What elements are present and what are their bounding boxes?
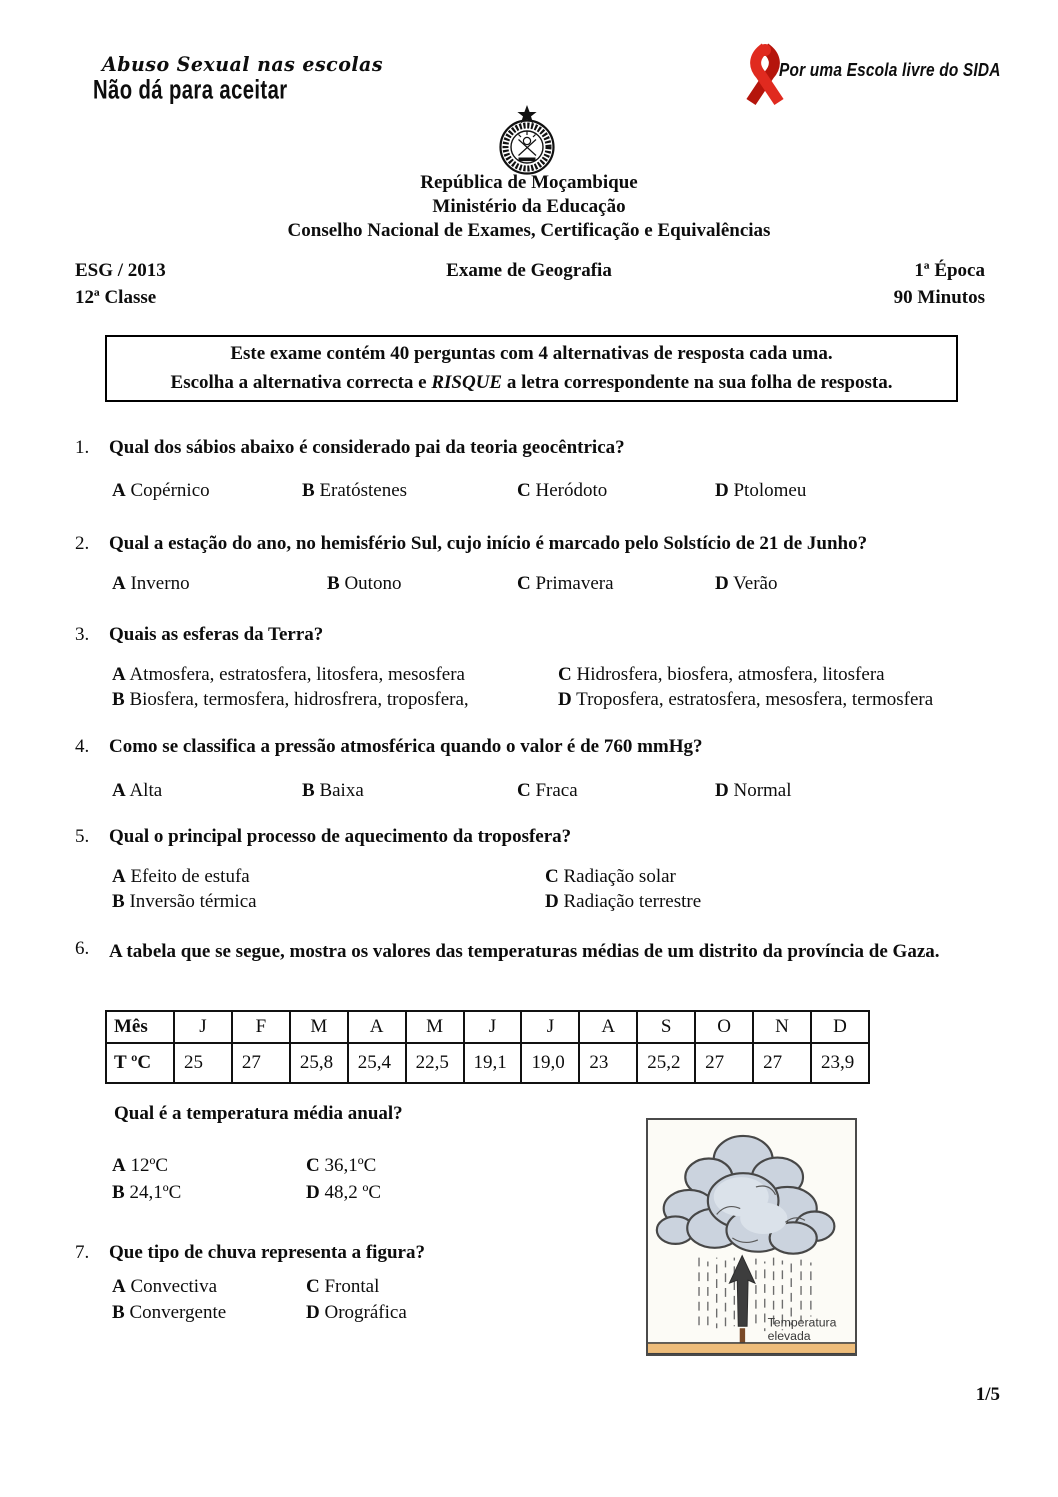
instructions-box: [105, 335, 958, 402]
table-cell-month: M: [406, 1011, 464, 1043]
question-title: Que tipo de chuva representa a figura?: [109, 1242, 425, 1263]
question-7: [75, 1242, 675, 1264]
page-number: 1/5: [975, 1384, 1000, 1405]
instructions-line1: Este exame contém 40 perguntas com 4 alternativas de resposta cada uma.: [230, 343, 833, 364]
option-1a: A Copérnico: [112, 480, 210, 501]
option-7a: A Convectiva: [112, 1276, 218, 1297]
option-4a: A Alta: [112, 780, 163, 801]
option-2d: D Verão: [715, 573, 778, 594]
table-cell-temp: 27: [753, 1043, 811, 1083]
table-cell-temp: 19,1: [464, 1043, 522, 1083]
option-1d: D Ptolomeu: [715, 480, 807, 501]
question-number: 6.: [75, 938, 90, 959]
question-4: [75, 736, 985, 758]
question-number: 7.: [75, 1242, 90, 1263]
campaign-slogan-bold: Não dá para aceitar: [93, 74, 288, 105]
option-3c: C Hidrosfera, biosfera, atmosfera, litosfera: [558, 664, 885, 685]
question-number: 2.: [75, 533, 90, 554]
table-cell-month: N: [753, 1011, 811, 1043]
rain-figure: [646, 1118, 857, 1356]
header-council: Conselho Nacional de Exames, Certificação e Equivalências: [287, 220, 771, 241]
option-5c: C Radiação solar: [545, 866, 676, 887]
question-number: 3.: [75, 624, 90, 645]
option-6c: C 36,1ºC: [306, 1155, 377, 1176]
option-5a: A Efeito de estufa: [112, 866, 250, 887]
question-number: 1.: [75, 437, 90, 458]
table-cell-month: A: [579, 1011, 637, 1043]
instructions-line2: Escolha a alternativa correcta e RISQUE a letra correspondente na sua folha de resposta.: [170, 372, 893, 393]
question-title: Como se classifica a pressão atmosférica quando o valor é de 760 mmHg?: [109, 736, 703, 757]
option-6d: D 48,2 ºC: [306, 1182, 382, 1203]
meta-program: ESG / 2013: [75, 260, 166, 281]
table-cell-temp: 25: [174, 1043, 232, 1083]
option-5b: B Inversão térmica: [112, 891, 257, 912]
table-cell-month: O: [695, 1011, 753, 1043]
question-2: [75, 533, 1005, 555]
option-7c: C Frontal: [306, 1276, 380, 1297]
option-3d: D Troposfera, estratosfera, mesosfera, termosfera: [558, 689, 934, 710]
question-6: [75, 938, 987, 965]
table-cell-month: J: [464, 1011, 522, 1043]
table-cell-temp: 27: [695, 1043, 753, 1083]
question-title: Qual o principal processo de aquecimento da troposfera?: [109, 826, 572, 847]
option-4b: B Baixa: [302, 780, 364, 801]
option-1b: B Eratóstenes: [302, 480, 408, 501]
meta-epoch: 1ª Época: [914, 260, 985, 281]
meta-duration: 90 Minutos: [893, 287, 985, 308]
table-cell-temp: 23: [579, 1043, 637, 1083]
option-2c: C Primavera: [517, 573, 614, 594]
header-ministry: Ministério da Educação: [432, 196, 626, 217]
option-4c: C Fraca: [517, 780, 578, 801]
option-7d: D Orográfica: [306, 1302, 407, 1323]
table-cell-month: J: [174, 1011, 232, 1043]
question-title: Qual dos sábios abaixo é considerado pai da teoria geocêntrica?: [109, 437, 625, 458]
table-cell-month: D: [811, 1011, 869, 1043]
question-title: Quais as esferas da Terra?: [109, 624, 324, 645]
table-cell-month: A: [348, 1011, 406, 1043]
table-cell-month: F: [232, 1011, 290, 1043]
question-title: Qual a estação do ano, no hemisfério Sul, cujo início é marcado pelo Solstício de 21 de Junho?: [109, 533, 868, 554]
updraft-arrow: [729, 1256, 755, 1327]
campaign-slogan-script: Abuso Sexual nas escolas: [102, 52, 384, 76]
question-3: [75, 624, 985, 646]
option-2a: A Inverno: [112, 573, 190, 594]
option-6b: B 24,1ºC: [112, 1182, 182, 1203]
table-cell-temp: 25,2: [637, 1043, 695, 1083]
option-7b: B Convergente: [112, 1302, 227, 1323]
question-number: 4.: [75, 736, 90, 757]
ground-strip: [648, 1343, 855, 1354]
option-5d: D Radiação terrestre: [545, 891, 702, 912]
figure-caption-line2: elevada: [767, 1329, 811, 1344]
table-header-mes: Mês: [106, 1011, 174, 1043]
question-6-subquestion: Qual é a temperatura média anual?: [114, 1103, 403, 1124]
meta-grade: 12ª Classe: [75, 287, 157, 308]
option-3a: A Atmosfera, estratosfera, litosfera, mesosfera: [112, 664, 465, 685]
header-republic: República de Moçambique: [420, 172, 638, 193]
meta-exam-title: Exame de Geografia: [446, 260, 612, 281]
question-number: 5.: [75, 826, 90, 847]
table-cell-month: S: [637, 1011, 695, 1043]
question-title: A tabela que se segue, mostra os valores das temperaturas médias de um distrito da província de Gaza.: [109, 941, 940, 962]
table-header-temp: T ºC: [106, 1043, 174, 1083]
table-cell-temp: 19,0: [521, 1043, 579, 1083]
figure-caption-line1: Temperatura: [767, 1315, 837, 1330]
option-2b: B Outono: [327, 573, 402, 594]
table-cell-temp: 25,8: [290, 1043, 348, 1083]
option-4d: D Normal: [715, 780, 792, 801]
temperature-table: [105, 1010, 870, 1084]
table-cell-temp: 23,9: [811, 1043, 869, 1083]
table-cell-temp: 25,4: [348, 1043, 406, 1083]
mozambique-emblem: [494, 104, 560, 176]
table-cell-month: J: [521, 1011, 579, 1043]
table-cell-temp: 22,5: [406, 1043, 464, 1083]
option-3b: B Biosfera, termosfera, hidrosfrera, troposfera,: [112, 689, 469, 710]
option-6a: A 12ºC: [112, 1155, 169, 1176]
question-1: [75, 437, 985, 459]
table-cell-month: M: [290, 1011, 348, 1043]
table-cell-temp: 27: [232, 1043, 290, 1083]
question-5: [75, 826, 985, 848]
campaign-sida-label: Por uma Escola livre do SIDA: [779, 60, 1001, 80]
option-1c: C Heródoto: [517, 480, 608, 501]
rain-figure-drawing: [648, 1120, 855, 1354]
